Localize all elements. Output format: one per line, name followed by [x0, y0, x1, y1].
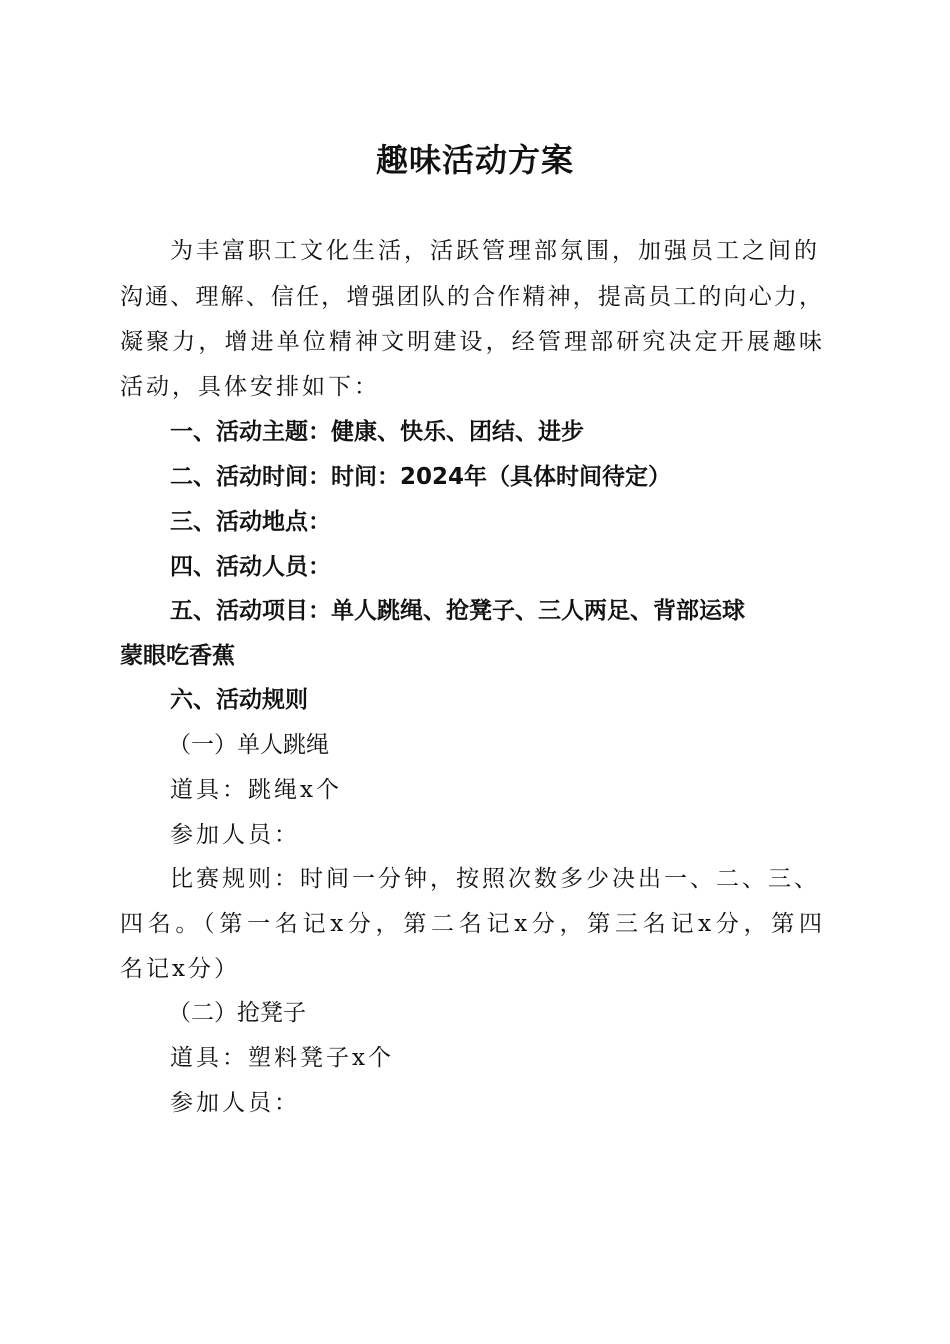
- rule1-heading: （一）单人跳绳: [168, 732, 329, 758]
- rule1-desc-line-1: 比赛规则：时间一分钟，按照次数多少决出一、二、三、: [170, 866, 820, 892]
- section-items: 五、活动项目：单人跳绳、抢凳子、三人两足、背部运球: [170, 598, 745, 624]
- intro-line-2: 沟通、理解、信任，增强团队的合作精神，提高员工的向心力，: [120, 284, 822, 310]
- rule2-heading: （二）抢凳子: [168, 1000, 306, 1026]
- intro-line-3: 凝聚力，增进单位精神文明建设，经管理部研究决定开展趣味: [120, 329, 822, 355]
- intro-line-4: 活动，具体安排如下：: [120, 374, 380, 400]
- section-people: 四、活动人员：: [170, 554, 331, 580]
- section-items-continued: 蒙眼吃香蕉: [120, 643, 235, 669]
- rule1-props: 道具：跳绳x个: [170, 777, 342, 803]
- section-theme: 一、活动主题：健康、快乐、团结、进步: [170, 419, 584, 445]
- document-title: 趣味活动方案: [375, 141, 574, 179]
- rule1-desc-line-3: 名记x分）: [120, 956, 240, 982]
- rule1-desc-line-2: 四名。（第一名记x分，第二名记x分，第三名记x分，第四: [120, 911, 822, 937]
- rule2-props: 道具：塑料凳子x个: [170, 1045, 394, 1071]
- rule2-participants: 参加人员：: [170, 1090, 300, 1116]
- intro-line-1: 为丰富职工文化生活，活跃管理部氛围，加强员工之间的: [170, 238, 820, 264]
- section-location: 三、活动地点：: [170, 509, 331, 535]
- section-rules: 六、活动规则: [170, 687, 308, 713]
- rule1-participants: 参加人员：: [170, 822, 300, 848]
- section-time: 二、活动时间：时间：2024年（具体时间待定）: [170, 464, 672, 490]
